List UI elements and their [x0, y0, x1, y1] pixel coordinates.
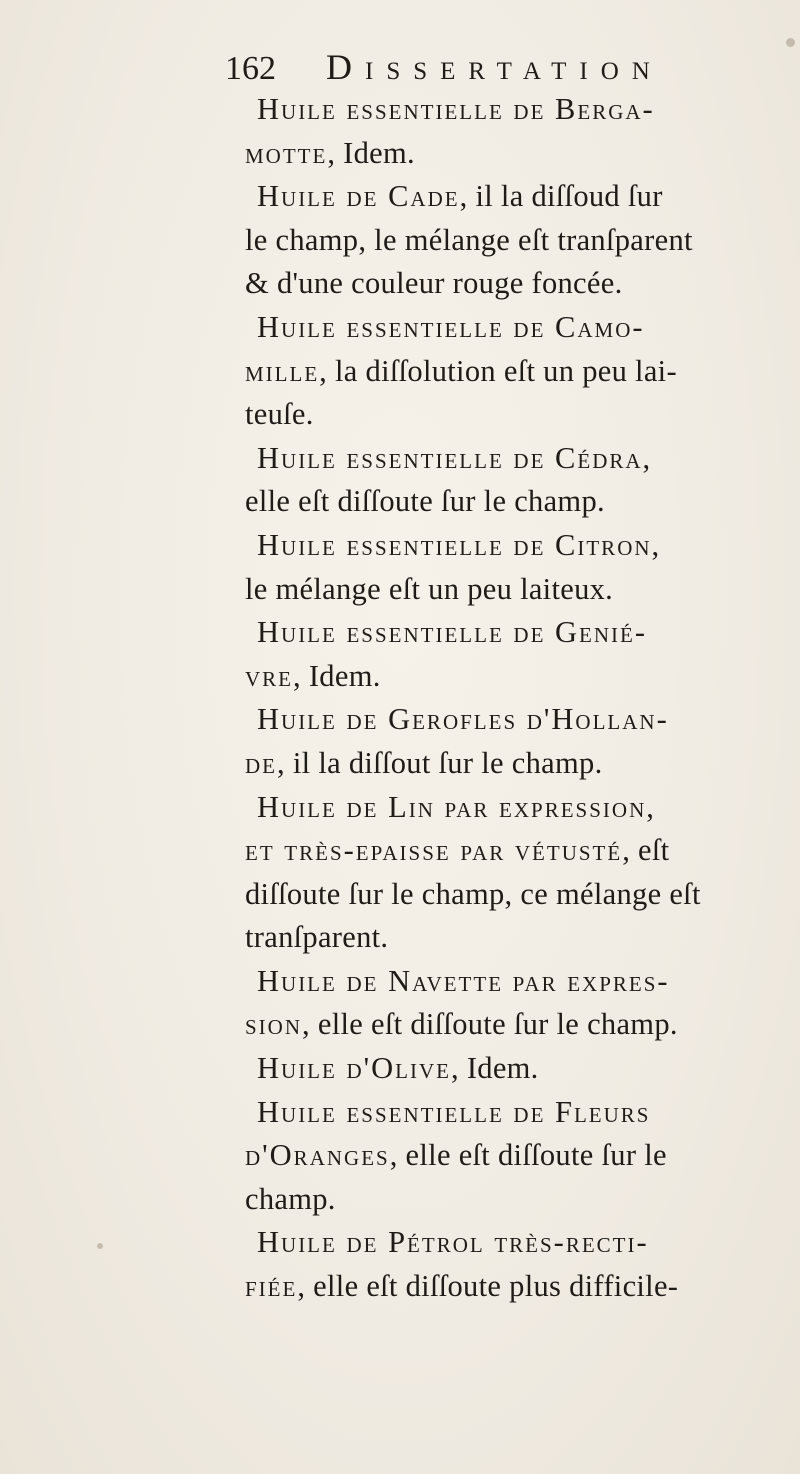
entry-heading: Huile essentielle de Cédra — [257, 440, 643, 475]
text-line — [245, 306, 800, 350]
text-line — [245, 480, 800, 524]
entry-text: diſſoute ſur le champ, ce mélange eſt — [245, 876, 701, 911]
entry-heading: et très-epaisse par vétusté — [245, 833, 623, 868]
entry-text: , — [646, 789, 655, 824]
text-line — [245, 655, 800, 699]
text-line — [245, 1221, 800, 1265]
entry-heading: Huile essentielle de Fleurs — [257, 1094, 651, 1129]
text-line — [245, 873, 800, 917]
text-line — [245, 1047, 800, 1091]
entry-heading: fiée — [245, 1269, 298, 1304]
entry-text: elle eſt diſſoute ſur le champ. — [245, 484, 605, 519]
entry-text: , Idem. — [293, 658, 381, 693]
entry-heading: sion — [245, 1007, 303, 1042]
entry-text: , eſt — [622, 833, 670, 868]
entry-heading: Huile essentielle de Genié- — [257, 615, 648, 650]
entry-text: champ. — [245, 1181, 336, 1216]
entry-text: teuſe. — [245, 397, 314, 432]
entry-text: , il la diſſoud ſur — [459, 179, 663, 214]
entry-text: & d'une couleur rouge foncée. — [245, 266, 623, 301]
text-line — [245, 350, 800, 394]
text-line — [245, 1003, 800, 1047]
entry-heading: de — [245, 745, 277, 780]
text-line — [245, 916, 800, 960]
entry-text: , Idem. — [327, 135, 415, 170]
text-line — [245, 786, 800, 830]
text-line — [245, 393, 800, 437]
text-line — [245, 175, 800, 219]
text-line — [245, 611, 800, 655]
text-line — [245, 1178, 800, 1222]
text-line — [245, 829, 800, 873]
text-line — [245, 437, 800, 481]
text-line — [245, 219, 800, 263]
text-line — [245, 262, 800, 306]
body-text — [245, 88, 800, 1309]
entry-heading: Huile de Navette par expres- — [257, 963, 670, 998]
ink-spot — [97, 1243, 103, 1249]
running-head — [225, 42, 765, 92]
entry-heading: Huile de Cade — [257, 179, 460, 214]
entry-text: , elle eſt diſſoute plus difficile- — [297, 1269, 679, 1304]
entry-text: le mélange eſt un peu laiteux. — [245, 571, 614, 606]
entry-heading: Huile de Lin par expression — [257, 789, 647, 824]
entry-text: , la diſſolution eſt un peu lai- — [319, 353, 677, 388]
text-line — [245, 88, 800, 132]
entry-heading: Huile de Gerofles d'Hollan- — [257, 702, 669, 737]
entry-text: , Idem. — [450, 1051, 539, 1086]
text-line — [245, 960, 800, 1004]
entry-text: , — [642, 440, 651, 475]
entry-heading: Huile d'Olive — [257, 1051, 451, 1086]
text-line — [245, 1265, 800, 1309]
ink-spot — [786, 38, 795, 47]
entry-text: le champ, le mélange eſt tranſparent — [245, 222, 693, 257]
entry-heading: Huile essentielle de Citron — [257, 527, 652, 562]
entry-text: tranſparent. — [245, 920, 389, 955]
entry-heading: Huile de Pétrol très-recti- — [257, 1225, 649, 1260]
text-line — [245, 698, 800, 742]
page-number: 162 — [225, 50, 276, 87]
entry-heading: Huile essentielle de Camo- — [257, 309, 645, 344]
entry-heading: motte — [245, 135, 328, 170]
entry-text: , elle eſt diſſoute ſur le champ. — [302, 1007, 678, 1042]
entry-heading: vre — [245, 658, 293, 693]
running-title: Dissertation — [326, 47, 663, 87]
entry-heading: mille — [245, 353, 320, 388]
entry-text: , — [651, 527, 660, 562]
text-line — [245, 1134, 800, 1178]
entry-text: , il la diſſout ſur le champ. — [277, 745, 603, 780]
entry-text: , elle eſt diſſoute ſur le — [389, 1138, 667, 1173]
text-line — [245, 524, 800, 568]
entry-heading: Huile essentielle de Berga- — [257, 92, 655, 126]
entry-heading: d'Oranges — [245, 1138, 390, 1173]
text-line — [245, 1091, 800, 1135]
text-line — [245, 568, 800, 612]
text-line — [245, 742, 800, 786]
text-line — [245, 132, 800, 176]
